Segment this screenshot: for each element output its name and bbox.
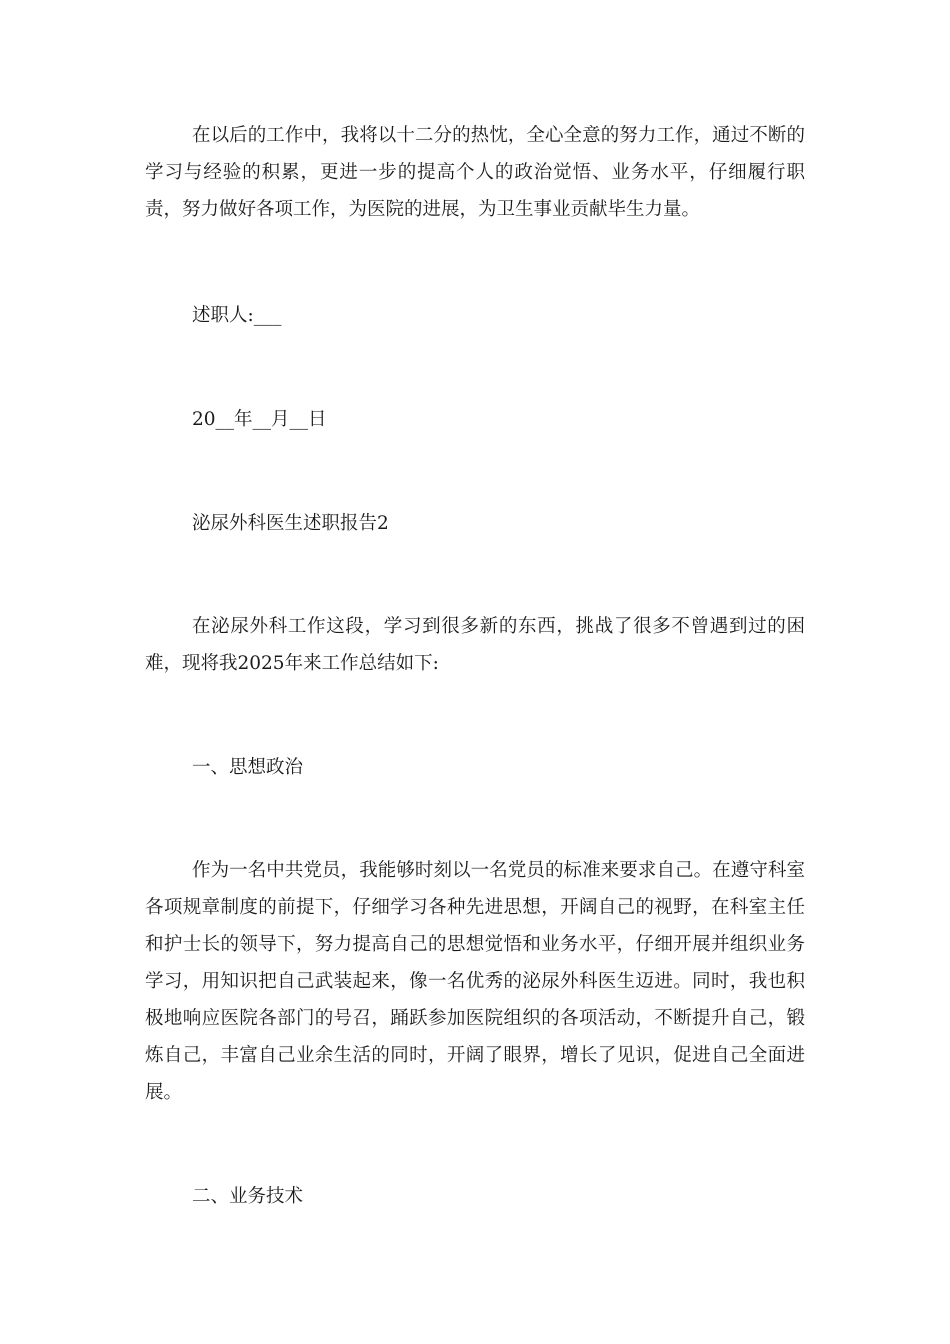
report-title: 泌尿外科医生述职报告2 <box>192 513 389 534</box>
signature-line: 述职人:___ <box>192 305 282 326</box>
date-line: 20__年__月__日 <box>192 409 327 430</box>
intro-paragraph: 在泌尿外科工作这段，学习到很多新的东西，挑战了很多不曾遇到过的困难，现将我2025年来工作总结如下: <box>145 616 805 674</box>
closing-paragraph: 在以后的工作中，我将以十二分的热忱，全心全意的努力工作，通过不断的学习与经验的积累，更进一步的提高个人的政治觉悟、业务水平，仔细履行职责，努力做好各项工作，为医院的进展，为卫生事业贡献毕生力量。 <box>145 125 805 220</box>
section-heading-business: 二、业务技术 <box>192 1186 304 1207</box>
politics-paragraph: 作为一名中共党员，我能够时刻以一名党员的标准来要求自己。在遵守科室各项规章制度的前提下，仔细学习各种先进思想，开阔自己的视野，在科室主任和护士长的领导下，努力提高自己的思想觉悟和业务水平，仔细开展并组织业务学习，用知识把自己武装起来，像一名优秀的泌尿外科医生迈进。同时，我也积极地响应医院各部门的号召，踊跃参加医院组织的各项活动，不断提升自己，锻炼自己，丰富自己业余生活的同时，开阔了眼界，增长了见识，促进自己全面进展。 <box>145 860 805 1103</box>
section-heading-politics: 一、思想政治 <box>192 757 304 778</box>
